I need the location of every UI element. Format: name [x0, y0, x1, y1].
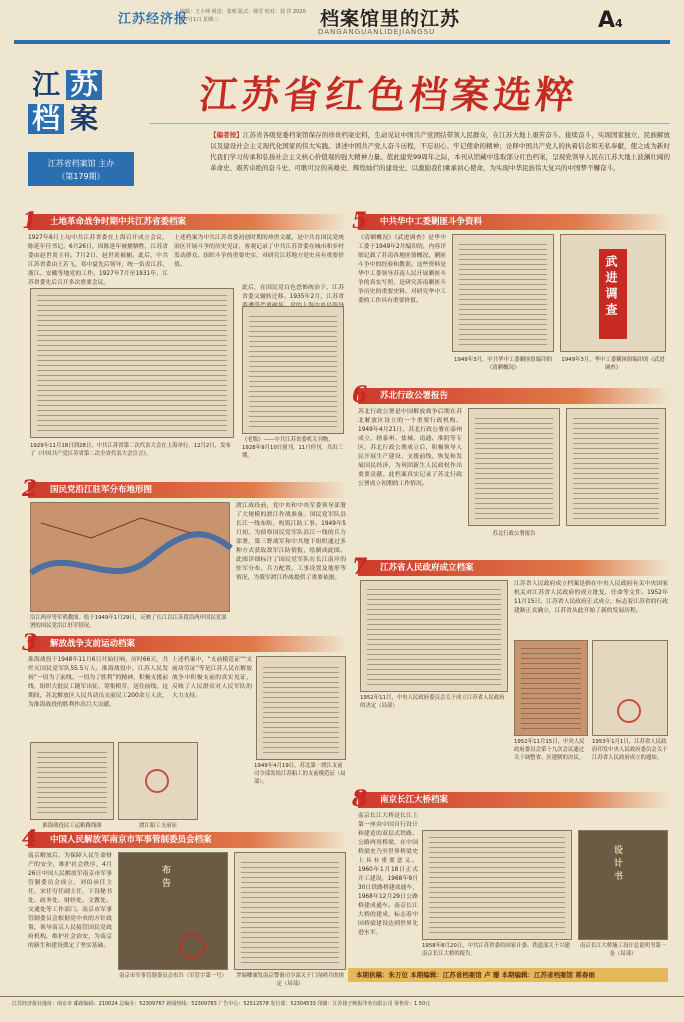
section-1-document-image	[30, 288, 234, 438]
column-char-2: 苏	[66, 70, 102, 100]
section-8-report-image	[422, 830, 572, 940]
column-logo-chars	[28, 68, 134, 138]
section-6-head	[352, 382, 670, 408]
column-logo	[28, 68, 134, 186]
section-2-caption: 沿江两岸等军鸦教图。绘于1949年1月29日，反映了长江以江苏段沿两岸国民党部署的国民党沿江驻军情况。	[30, 615, 227, 629]
edition-meta: 编辑：王小坤 视觉：张明 版式：韩雪 校对：刘 洋 2020年7月1日 星期三	[180, 9, 306, 23]
page-title: 档案馆里的江苏	[320, 8, 461, 30]
section-8	[352, 786, 670, 812]
section-7-caption-c: 1953年1月1日，江苏省人民政府印发中央人民政府委员会关于江苏省人民政府成立的通知。	[592, 739, 668, 761]
section-7-head	[352, 554, 670, 580]
page-footer: 江苏经济报社地址：南京市 邮政编码：210024 总编办：52309767 新闻热线：52309783 广告中心：52512578 发行部：52304533 印刷：江苏扬子晚报印务有限公司 零售价：1.50元	[0, 996, 684, 1022]
section-5-caption-a: 1949年3月，中共华中工委剿匪组编印的《清剿概况》	[453, 357, 552, 371]
section-1-text-a: 1927年6月上旬中共江苏省委在上海召开成立会议，陈延年任书记。6月26日，因陈延年被捕牺牲，江苏省委由赵世炎主持。7月2日，赵世炎被捕。此后，中共江苏省委由王若飞、邓中夏先后领导，统一负责江苏、浙江、安徽等地党的工作。1927年7月至1931年，江苏省委先后召开多次重要会议。	[28, 235, 168, 286]
section-4-rules-image	[234, 852, 346, 970]
column-host-box	[28, 152, 134, 186]
section-1-head	[22, 208, 348, 234]
section-3-caption-a: 淮海战役民工运粮路线图	[42, 823, 102, 829]
page-pinyin: DANGANGUANLIDEJIANGSU	[318, 28, 436, 36]
page-letter: A	[598, 8, 616, 33]
section-7	[352, 554, 670, 580]
section-8-caption-a: 1958年8月20日，中共江苏省委给国家计委、铁道部关于兴建南京长江大桥的报告。	[422, 943, 570, 957]
section-4-title: 中国人民解放军南京市军事管制委员会档案	[50, 835, 212, 845]
section-7-caption-a: 1952年11月，中央人民政府委员会关于成立江苏省人民政府的决定（局部）	[360, 695, 505, 709]
section-1-text-c: 上述档案为中共江苏省委初创时期的珍贵文献，是中共在国民党统治区开展斗争的历史见证，客观记录了中共江苏省委在城市和乡村发动群众、组织斗争的重要史实，对研究江苏地方党史具有重要价值。	[174, 235, 344, 268]
column-char-3: 档	[28, 104, 64, 134]
section-1-title: 土地革命战争时期中共江苏省委档案	[50, 217, 187, 227]
column-char-1: 江	[31, 68, 60, 101]
section-1-text-b: 此后，在国民党白色恐怖统治下，江苏省委又辗转迁移。1935年2月，江苏省	[242, 285, 344, 300]
section-2-map-image	[30, 502, 230, 612]
section-1-number: 1	[22, 208, 38, 234]
river-map-icon	[31, 503, 231, 613]
section-3-text-b: 上述档案中，“支前模范证”“支前功劳证”等是江苏人民在解放战争中积极支前的真实见证，反映了人民群众对人民军队的大力支持。	[172, 657, 252, 699]
section-5-title: 中共华中工委剿匪斗争资料	[380, 217, 483, 227]
section-6-caption: 苏北行政公署报告	[492, 531, 536, 537]
section-7-decision-image	[360, 580, 508, 692]
section-7-notice-image	[592, 640, 668, 736]
section-5-number: 5	[352, 208, 368, 234]
section-1-periodical-image	[242, 306, 344, 434]
section-8-text: 南京长江大桥是长江上第一座由中国自行设计和建造的双层式铁路、公路两用桥梁，在中国桥梁史乃至世界桥梁史上具有重要意义。1960年1月18日正式开工建设，1968年9月30日铁路桥建成通车，1968年12月29日公路桥建成通车。南京长江大桥的建成，标志着中国桥梁建设达到世界先进水平。	[358, 813, 418, 936]
title-underline	[150, 110, 670, 124]
section-3-certificate-image	[118, 742, 198, 820]
design-book-title: 设计书	[612, 845, 622, 884]
section-5-caption-b: 1949年3月，华中工委剿匪组编印的《武进调查》	[561, 357, 665, 371]
section-1-caption-b: 《老版》——中共江苏省委机关刊物，1928年9月10日创刊，11月停刊，共出三期。	[242, 437, 343, 459]
section-6-report-image-a	[468, 408, 560, 526]
page-digit: 4	[615, 17, 623, 30]
credits-bar: 本期供稿：朱万位 本期编辑：江苏省档案馆 卢 珊 本期编辑：江苏省档案馆 蒋春雨	[348, 968, 668, 982]
section-3-caption-b: 渡江船工支前证	[139, 823, 177, 829]
section-6	[352, 382, 670, 408]
section-8-design-image	[578, 830, 668, 940]
section-3-model-certificate-image	[256, 656, 346, 760]
section-2-title: 国民党沿江驻军分布地形图	[50, 485, 153, 495]
section-8-title: 南京长江大桥档案	[380, 795, 449, 805]
section-3-route-image	[30, 742, 114, 820]
section-4-caption-b: 罗瑞卿颁发南京警备司令部关于门岗哨兵的规定（局部）	[236, 973, 344, 987]
editor-note-lead: 【编者按】	[210, 131, 243, 139]
section-1	[22, 208, 348, 234]
section-3-number: 3	[22, 630, 38, 656]
column-host: 江苏省档案馆 主办	[47, 159, 115, 168]
section-3-caption-c: 1949年4月19日，苏北第一渡江支前司令部发给江苏船工的支前模范证（局部）。	[254, 763, 346, 785]
section-4-text: 南京解放后，为保障人民生命财产的安全，维护社会秩序，4月26日中国人民解放军南京市军事管制委员会成立，刘伯承任主任，宋任穷任副主任，下设秘书处、政务处、财经处、文教处、交通处等工作部门。南京市军事管制委员会根据党中央的方针政策，领导南京人民接管国民党政府机构，维护社会治安，为南京的新生和建设奠定了坚实基础。	[28, 853, 112, 949]
page-number	[598, 8, 632, 36]
section-2-head	[22, 476, 348, 502]
section-8-number: 8	[352, 786, 368, 812]
section-3-text-a: 淮海战役于1948年11月6日开始打响，历时66天，共歼灭国民党军队55.5万人。淮海战役中，江苏人民发扬“一切为了前线、一切为了胜利”的精神，积极支援前线，组织大批民工随军出征，筹集粮草，送往前线。这期间，苏北解放区人民共动员支前民工200余万人次，为淮海战役的胜利作出巨大贡献。	[28, 657, 168, 708]
wujin-title-text: 武进调查	[604, 255, 618, 319]
section-4-notice-image	[118, 852, 228, 970]
notice-vertical-text: 布告	[160, 865, 170, 891]
section-6-title: 苏北行政公署报告	[380, 391, 449, 401]
section-3-head	[22, 630, 348, 656]
section-3-title: 解放战争支前运动档案	[50, 639, 136, 649]
section-4-number: 4	[22, 826, 38, 852]
column-char-4: 案	[69, 102, 98, 135]
section-6-text: 苏北行政公署是中国解放战争后期在苏北解放区设立的一个重要行政机构。1949年4月21日，苏北行政公署在泰州成立，辖泰州、盐城、南通、淮阴等专区。苏北行政公署成立后，积极领导人民开展生产建设、支援前线、恢复和发展国民经济，为巩固新生人民政权作出重要贡献。此档案真实记录了苏北行政公署成立初期的工作情况。	[358, 409, 462, 487]
section-8-head	[352, 786, 670, 812]
section-5-text: 《清剿概况》《武进调查》是华中工委于1949年2月编印的，内容详细记载了苏南各地匪情概况、剿匪斗争中的经验和教训。这些资料是华中工委领导苏南人民开展剿匪斗争的真实写照，是研究苏南剿匪斗争历史的重要史料，对研究华中工委的工作具有重要价值。	[358, 235, 447, 304]
section-2-text: 渡江战役前，党中央和中央军委领导部署了大规模的渡江作战准备。国民党军队沿长江一线布防，构筑江防工事。1949年5月初，为侦察国民党军队沿江一线的兵力部署，第三野战军和中共地下组织通过多种方式获取敌军江防情报，绘制成此图。此图详细标注了国民党军队在长江南岸的驻军分布、兵力配置、工事设置及地形等情况，为我军渡江作战提供了重要依据。	[236, 503, 346, 581]
section-2-number: 2	[22, 476, 38, 502]
main-title: 江苏省红色档案选粹	[197, 72, 581, 117]
section-7-resolution-image	[514, 640, 588, 736]
header-rule	[14, 40, 670, 44]
section-7-text: 江苏省人民政府成立档案是指在中央人民政府有关中央国家机关对江苏省人民政府的成立批复、任命等文件。1952年11月15日，江苏省人民政府正式成立，标志着江苏省的行政建制正式确立，江苏省从此开始了新的发展历程。	[514, 581, 668, 614]
section-5-wujin-image	[560, 234, 666, 352]
section-3	[22, 630, 348, 656]
paper-name: 江苏经济报	[118, 12, 189, 27]
section-6-report-image-b	[566, 408, 666, 526]
section-4-caption-a: 南京市军事管制委员会布告（军管字第一号）	[119, 973, 227, 979]
section-5	[352, 208, 670, 234]
section-6-number: 6	[352, 382, 368, 408]
section-8-caption-b: 南京长江大桥施工设计总说明书第一卷（局部）	[579, 943, 667, 957]
section-7-title: 江苏省人民政府成立档案	[380, 563, 474, 573]
editor-note	[210, 130, 670, 174]
section-7-number: 7	[352, 554, 368, 580]
section-1-caption-a: 1929年11月18日到28日，中共江苏省第二次代表大会在上海举行。12月2日，发布了《中国共产党江苏省第二次全省代表大会宣言》。	[30, 443, 231, 457]
section-2	[22, 476, 348, 502]
section-5-report-image	[452, 234, 554, 352]
editor-note-body: 江苏省各级党委档案馆保存的珍贵档案史料，生动见证中国共产党团结带领人民群众，在江苏大地上艰苦奋斗、接续奋斗，实现国家独立、民族解放以及建设社会主义现代化国家的伟大实践。讲述中国共产党人奋斗历程，不忘初心、牢记使命的精神；诠释中国共产党人的执着信念和无私奉献，使之成为新时代我们学习传承和弘扬社会主义核心价值观的强大精神力量。值此建党99周年之际，本刊从馆藏中选取部分红色档案，呈现党领导人民在江苏大地上波澜壮阔的革命史、艰苦卓绝的奋斗史、可歌可泣的英雄史、辉煌灿烂的建设史，以激励我们乘承初心使命，为实现中华民族伟大复兴的中国梦不懈奋斗。	[210, 131, 671, 172]
section-7-caption-b: 1952年11月15日，中央人民政府委员会第十九次会议通过关于调整省、区建制的决议。	[514, 739, 585, 761]
column-issue: （第179期）	[57, 172, 105, 181]
section-5-head	[352, 208, 670, 234]
